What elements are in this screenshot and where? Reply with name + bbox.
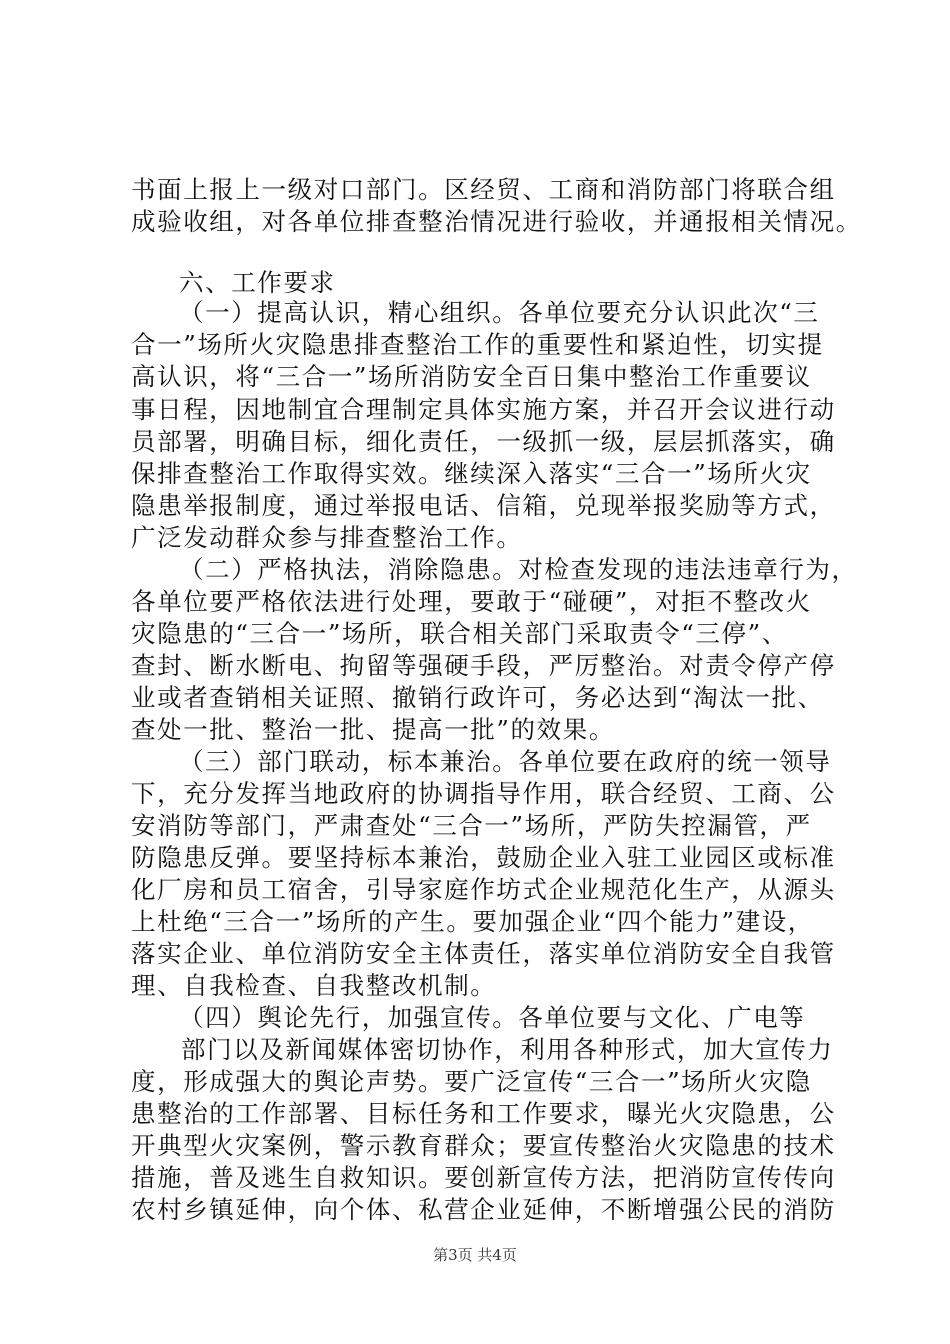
text-line: 安消防等部门，严肃查处“三合一”场所，严防失控漏管，严: [131, 811, 812, 840]
text-line: 高认识，将“三合一”场所消防安全百日集中整治工作重要议: [131, 362, 812, 391]
text-line: （四）舆论先行，加强宣传。各单位要与文化、广电等: [179, 1003, 806, 1032]
text-line: 隐患举报制度，通过举报电话、信箱，兑现举报奖励等方式，: [131, 491, 836, 520]
text-line: 广泛发动群众参与排查整治工作。: [131, 523, 523, 552]
text-line: （三）部门联动，标本兼治。各单位要在政府的统一领导: [179, 747, 832, 776]
text-line: 合一”场所火灾隐患排查整治工作的重要性和紧迫性，切实提: [131, 330, 824, 359]
text-line: 度，形成强大的舆论声势。要广泛宣传“三合一”场所火灾隐: [131, 1067, 812, 1096]
text-line: 查封、断水断电、拘留等强硬手段，严厉整治。对责令停产停: [131, 651, 836, 680]
text-line: 开典型火灾案例，警示教育群众；要宣传整治火灾隐患的技术: [131, 1131, 836, 1160]
text-line: 下，充分发挥当地政府的协调指导作用，联合经贸、工商、公: [131, 779, 836, 808]
text-line: 查处一批、整治一批、提高一批”的效果。: [131, 715, 615, 744]
text-line: 灾隐患的“三合一”场所，联合相关部门采取责令“三停”、: [131, 619, 788, 648]
text-line: 上杜绝“三合一”场所的产生。要加强企业“四个能力”建设，: [131, 907, 814, 936]
text-line: 患整治的工作部署、目标任务和工作要求，曝光火灾隐患，公: [131, 1099, 836, 1128]
text-line: 化厂房和员工宿舍，引导家庭作坊式企业规范化生产，从源头: [131, 875, 836, 904]
text-line: 理、自我检查、自我整改机制。: [131, 971, 497, 1000]
text-line: 事日程，因地制宜合理制定具体实施方案，并召开会议进行动: [131, 395, 836, 424]
text-line: 书面上报上一级对口部门。区经贸、工商和消防部门将联合组: [131, 175, 836, 204]
text-line: 措施，普及逃生自救知识。要创新宣传方法，把消防宣传传向: [131, 1163, 836, 1192]
page-footer: 第3页 共4页: [433, 1246, 517, 1264]
text-line: 落实企业、单位消防安全主体责任，落实单位消防安全自我管: [131, 939, 836, 968]
text-line: 部门以及新闻媒体密切协作，利用各种形式，加大宣传力: [181, 1035, 834, 1064]
text-line: 农村乡镇延伸，向个体、私营企业延伸，不断增强公民的消防: [131, 1195, 836, 1224]
text-line: 保排查整治工作取得实效。继续深入落实“三合一”场所火灾: [131, 459, 812, 488]
text-line: 员部署，明确目标，细化责任，一级抓一级，层层抓落实，确: [131, 427, 836, 456]
text-line: 各单位要严格依法进行处理，要敢于“碰硬”，对拒不整改火: [131, 587, 812, 616]
text-line: （一）提高认识，精心组织。各单位要充分认识此次“三: [179, 298, 820, 327]
text-line: 成验收组，对各单位排查整治情况进行验收，并通报相关情况。: [131, 207, 862, 236]
text-line: 业或者查销相关证照、撤销行政许可，务必达到“淘汰一批、: [131, 683, 824, 712]
section-heading: 六、工作要求: [179, 268, 336, 297]
text-line: （二）严格执法，消除隐患。对检查发现的违法违章行为，: [179, 555, 858, 584]
text-line: 防隐患反弹。要坚持标本兼治，鼓励企业入驻工业园区或标准: [131, 843, 836, 872]
